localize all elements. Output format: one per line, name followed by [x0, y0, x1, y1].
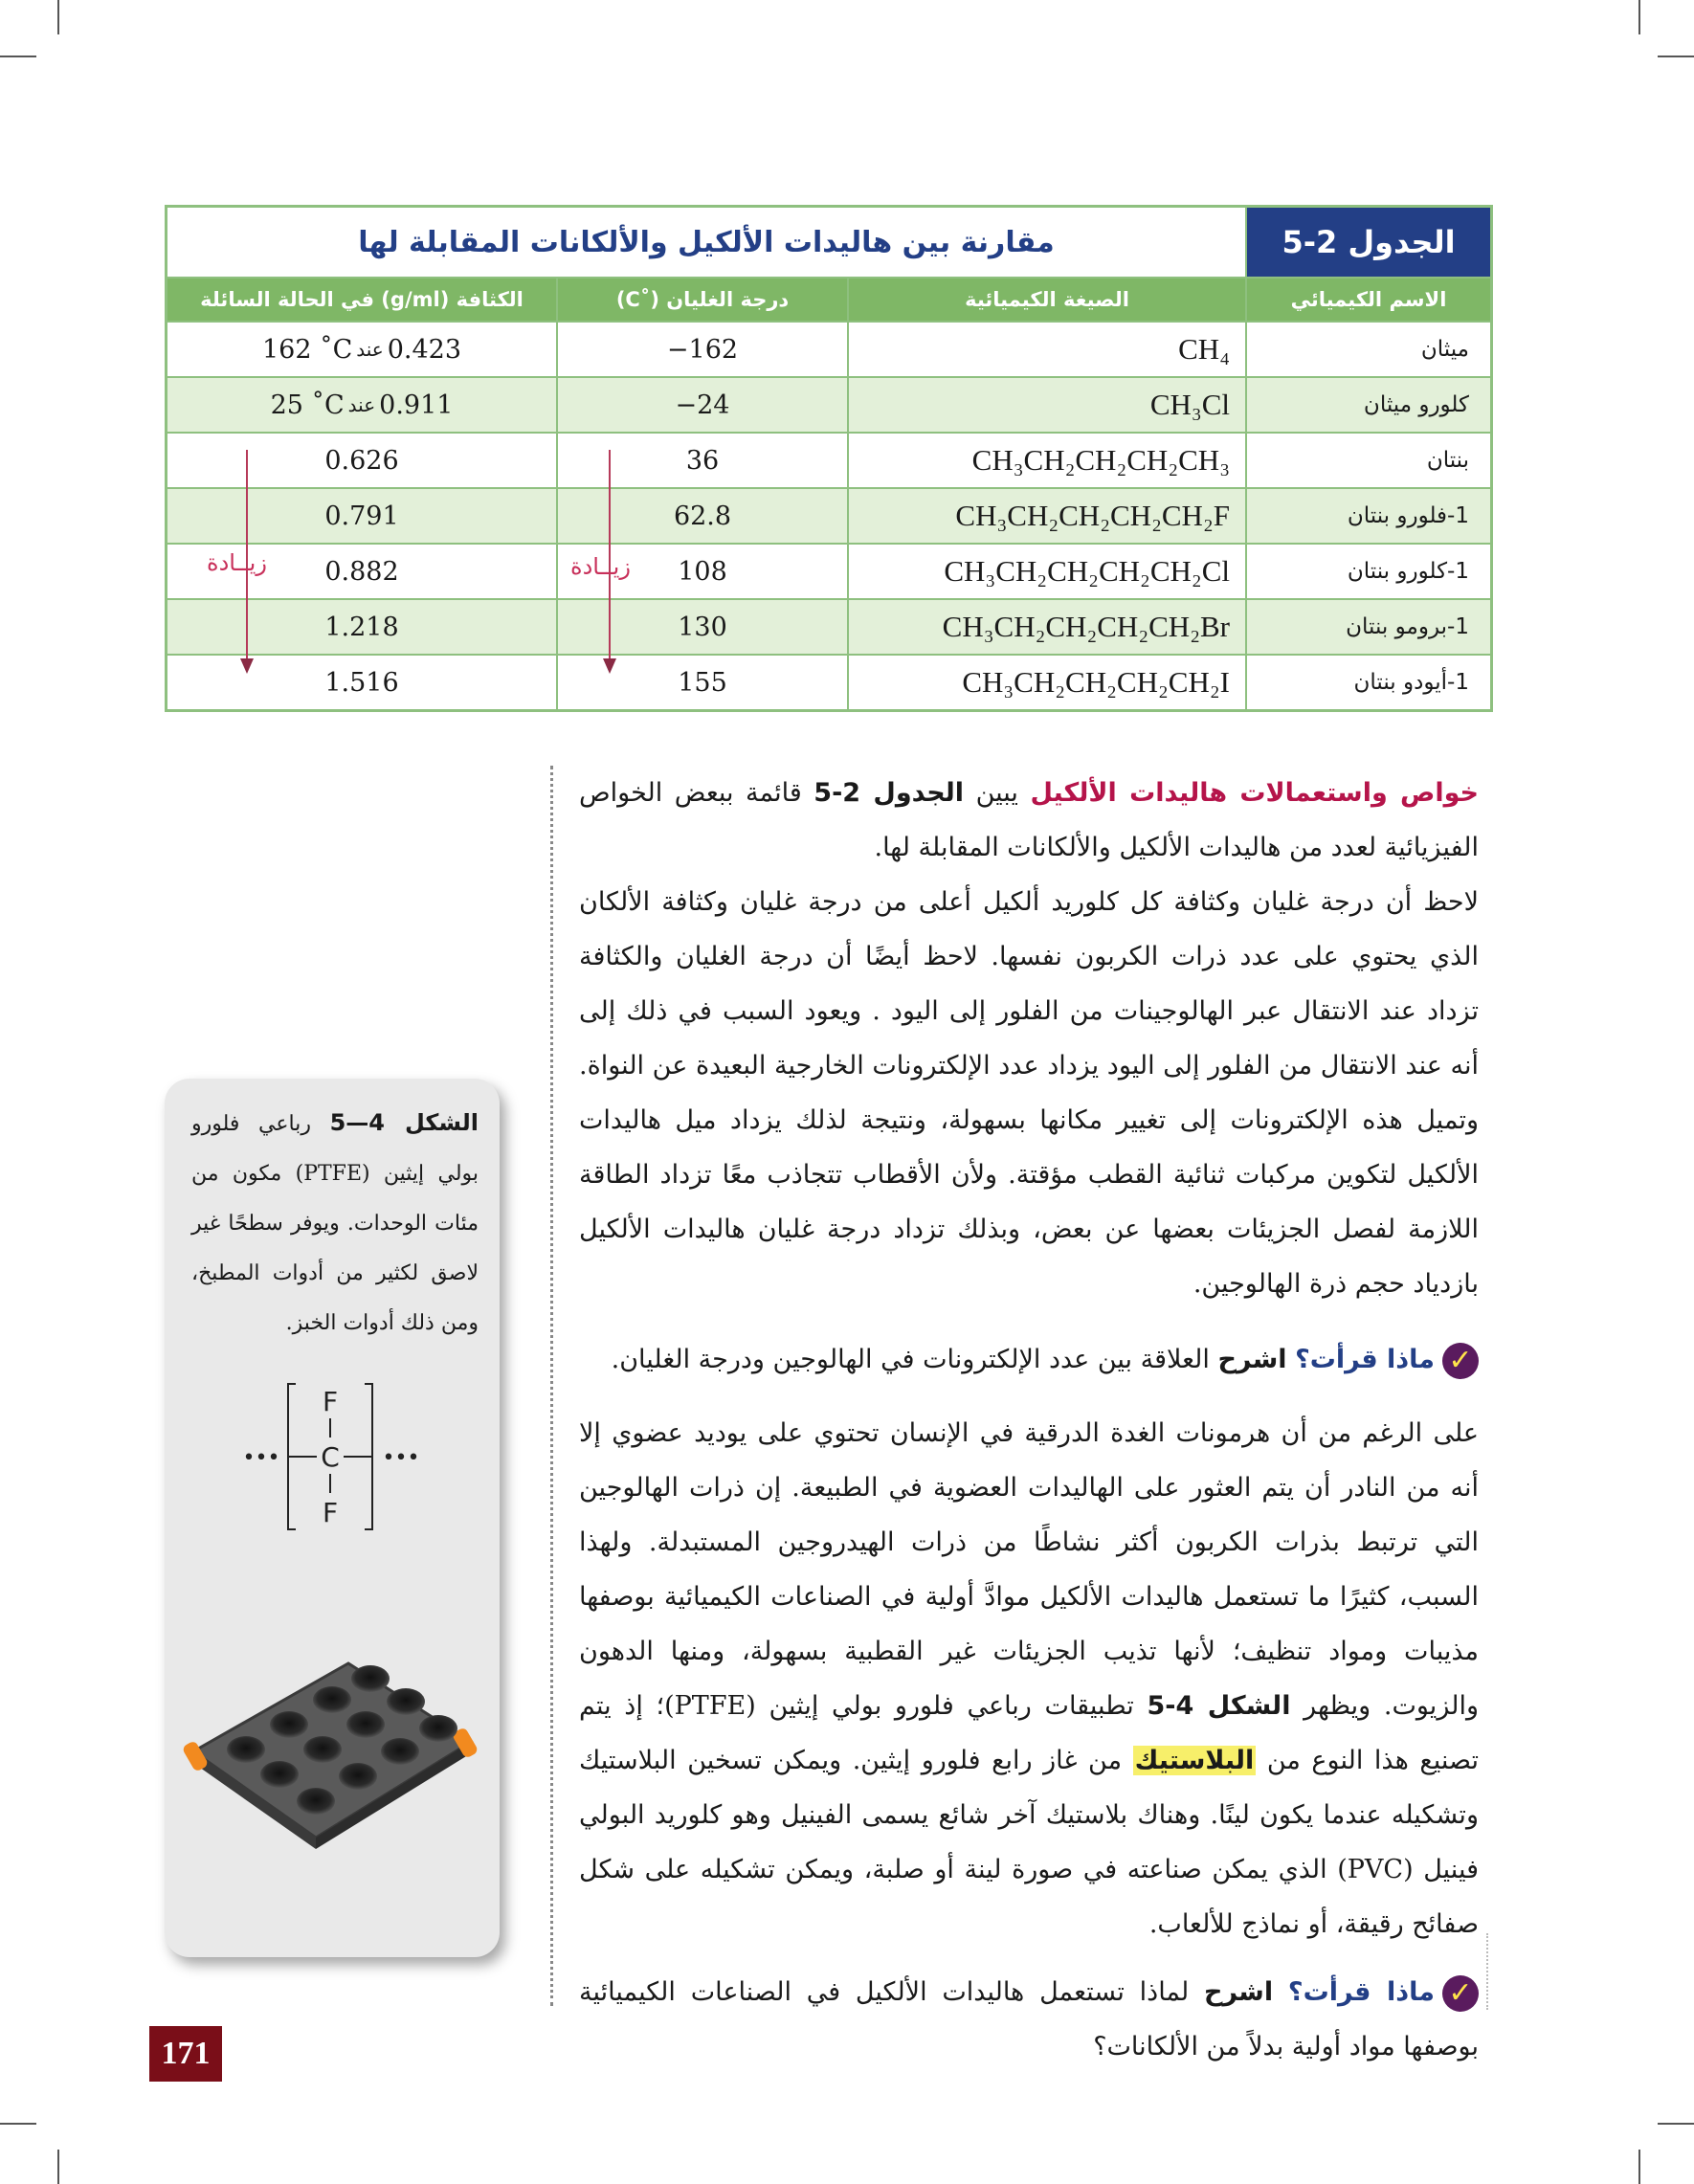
crop-mark [1638, 0, 1640, 34]
figure-title: الشكل 4—5 [329, 1109, 479, 1136]
reading-check-1 [579, 1332, 1479, 1387]
text-span: من غاز رابع فلورو إيثين. ويمكن تسخين البلاستيك وتشكيله عندما يكون لينًا. وهناك بلاستيك آخر شائع يسمى الفينيل وهو كلوريد البولي فينيل (PVC) الذي يمكن صناعته في صورة لينة أو صلبة، ويمكن تشكيله على شكل صفائح رقيقة، أو نماذج للألعاب. [579, 1746, 1480, 1939]
table-label: الجدول 2-5 [1245, 208, 1490, 277]
cell-name: بنتان [1245, 434, 1490, 487]
cell-formula: CH₃CH₂CH₂CH₂CH₂Cl [847, 545, 1245, 598]
boiling-increase-arrowhead [603, 658, 616, 674]
text-span: قائمة ببعض الخواص الفيزيائية لعدد من هاليدات الألكيل والألكانات المقابلة لها. [579, 778, 1479, 862]
paragraph-properties [579, 766, 1479, 875]
checkmark-icon: ✓ [1442, 1975, 1479, 2012]
header-name: الاسم الكيميائي [1245, 279, 1490, 321]
cell-formula: CH₃CH₂CH₂CH₂CH₂F [847, 489, 1245, 543]
cell-name: 1-فلورو بنتان [1245, 489, 1490, 543]
checkmark-icon: ✓ [1442, 1343, 1479, 1379]
cell-name: كلورو ميثان [1245, 378, 1490, 432]
reading-check-verb: اشرح [1204, 1977, 1274, 2007]
cell-formula: CH₃Cl [847, 378, 1245, 432]
density-temp: 25 ˚C [270, 390, 345, 420]
paragraph-boiling-density: لاحظ أن درجة غليان وكثافة كل كلوريد ألكيل أعلى من درجة غليان وكثافة الألكان الذي يحتوي على عدد ذرات الكربون نفسها. لاحظ أيضًا أن درجة الغليان والكثافة تزداد عند الانتقال عبر الهالوجينات من الفلور إلى اليود . ويعود السبب في ذلك إلى أنه عند الانتقال من الفلور إلى اليود يزداد عدد الإلكترونات الخارجية البعيدة عن النواة. وتميل هذه الإلكترونات إلى تغيير مكانها بسهولة، ونتيجة لذلك يزداد ميل هاليدات الألكيل لتكوين مركبات ثنائية القطب مؤقتة. ولأن الأقطاب تتجاذب معًا تزداد الطاقة اللازمة لفصل الجزيئات بعضها عن بعض، وبذلك تزداد درجة غليان هاليدات الألكيل بازدياد حجم ذرة الهالوجين. [579, 887, 1479, 1299]
cell-density [167, 378, 556, 432]
crop-mark [0, 56, 36, 57]
table-row [167, 543, 1490, 598]
atom-c: C [321, 1441, 340, 1473]
crop-mark [1638, 2150, 1640, 2184]
cell-boiling: 62.8 [556, 489, 847, 543]
main-text [579, 766, 1479, 2093]
header-density: الكثافة (g/ml) في الحالة السائلة [200, 288, 524, 311]
density-increase-label: زيــادة [207, 549, 267, 576]
margin-divider [1486, 1933, 1488, 2010]
header-formula: الصيغة الكيميائية [847, 279, 1245, 321]
cell-boiling: 155 [556, 656, 847, 709]
density-temp: 162 ˚C [261, 334, 353, 365]
reading-check-text: العلاقة بين عدد الإلكترونات في الهالوجين ودرجة الغليان. [611, 1345, 1218, 1374]
table-title: مقارنة بين هاليدات الألكيل والألكانات المقابلة لها [358, 225, 1055, 259]
cell-formula: CH₃CH₂CH₂CH₂CH₂I [847, 656, 1245, 709]
ptfe-structure [234, 1376, 426, 1539]
table-row [167, 598, 1490, 654]
reading-check-2 [579, 1965, 1479, 2074]
figure-reference: الشكل 4-5 [1147, 1691, 1291, 1721]
cell-name: 1-كلورو بنتان [1245, 545, 1490, 598]
table-row [167, 321, 1490, 376]
cell-density [167, 323, 556, 376]
table-title-row [167, 208, 1490, 277]
figure-caption [191, 1098, 479, 1348]
reading-check-label: ماذا قرأت؟ [1295, 1345, 1435, 1374]
boiling-increase-label: زيــادة [570, 553, 631, 580]
crop-mark [57, 0, 59, 34]
crop-mark [0, 2123, 36, 2125]
table-reference: الجدول 2-5 [814, 778, 965, 808]
density-at: عند [347, 393, 376, 416]
text-span: يبين [964, 778, 1031, 808]
density-value: 0.911 [379, 390, 454, 420]
text-span: على الرغم من أن هرمونات الغدة الدرقية في الإنسان تحتوي على يوديد عضوي إلا أنه من النادر أن يتم العثور على الهاليدات العضوية في الطبيعة. إن ذرات الهالوجين التي ترتبط بذرات الكربون أكثر نشاطًا من ذرات الهيدروجين المستبدلة. ولهذا السبب، كثيرًا ما تستعمل هاليدات الألكيل موادَّ أولية في الصناعات الكيميائية بوصفها مذيبات ومواد تنظيف؛ لأنها تذيب الجزيئات غير القطبية بسهولة، ومنها الدهون والزيوت. ويظهر [579, 1418, 1479, 1721]
muffin-pan-image [174, 1646, 486, 1862]
cell-name: 1-برومو بنتان [1245, 600, 1490, 654]
cell-formula: CH₄ [847, 323, 1245, 376]
density-at: عند [356, 338, 384, 361]
cell-density: 1.218 [324, 612, 399, 642]
crop-mark [57, 2150, 59, 2184]
figure-caption-text: رباعي فلورو بولي إيثين (PTFE) مكون من مئات الوحدات. ويوفر سطحًا غير لاصق لكثير من أدوات المطبخ، ومن ذلك أدوات الخبز. [191, 1112, 479, 1335]
density-increase-arrowhead [240, 658, 254, 674]
cell-name: ميثان [1245, 323, 1490, 376]
ellipsis-right: ••• [382, 1446, 420, 1470]
column-divider [550, 766, 553, 2006]
atom-f-top: F [322, 1386, 339, 1417]
cell-density: 0.882 [324, 556, 399, 587]
text-span: تطبيقات رباعي فلورو بولي إيثين (PTFE)؛ إذ يتم تصنيع هذا النوع من [579, 1691, 1479, 1775]
cell-boiling: −24 [556, 378, 847, 432]
cell-boiling: 36 [556, 434, 847, 487]
cell-density: 0.791 [324, 501, 399, 531]
table-header-row [167, 277, 1490, 321]
cell-formula: CH₃CH₂CH₂CH₂CH₂Br [847, 600, 1245, 654]
reading-check-label: ماذا قرأت؟ [1287, 1977, 1435, 2007]
cell-formula: CH₃CH₂CH₂CH₂CH₃ [847, 434, 1245, 487]
cell-density: 1.516 [324, 667, 399, 698]
table-row [167, 487, 1490, 543]
table-row [167, 654, 1490, 709]
crop-mark [1658, 56, 1694, 57]
comparison-table [165, 205, 1493, 712]
reading-check-text: لماذا تستعمل هاليدات الألكيل في الصناعات الكيميائية بوصفها مواد أولية بدلاً من الألكانات؟ [579, 1977, 1479, 2061]
atom-f-bottom: F [322, 1497, 339, 1528]
reading-check-verb: اشرح [1217, 1345, 1287, 1374]
cell-name: 1-أيودو بنتان [1245, 656, 1490, 709]
table-row [167, 432, 1490, 487]
header-boiling: درجة الغليان (˚C) [556, 279, 847, 321]
cell-density: 0.626 [324, 445, 399, 476]
cell-boiling: −162 [556, 323, 847, 376]
table-row [167, 376, 1490, 432]
crop-mark [1658, 2123, 1694, 2125]
density-value: 0.423 [387, 334, 462, 365]
section-heading: خواص واستعمالات هاليدات الألكيل [1030, 778, 1480, 808]
page-number: 171 [149, 2026, 222, 2082]
paragraph-uses [579, 1406, 1479, 1951]
vocabulary-term: البلاستيك [1134, 1746, 1255, 1775]
ellipsis-left: ••• [242, 1446, 280, 1470]
cell-boiling: 108 [556, 545, 847, 598]
cell-boiling: 130 [556, 600, 847, 654]
